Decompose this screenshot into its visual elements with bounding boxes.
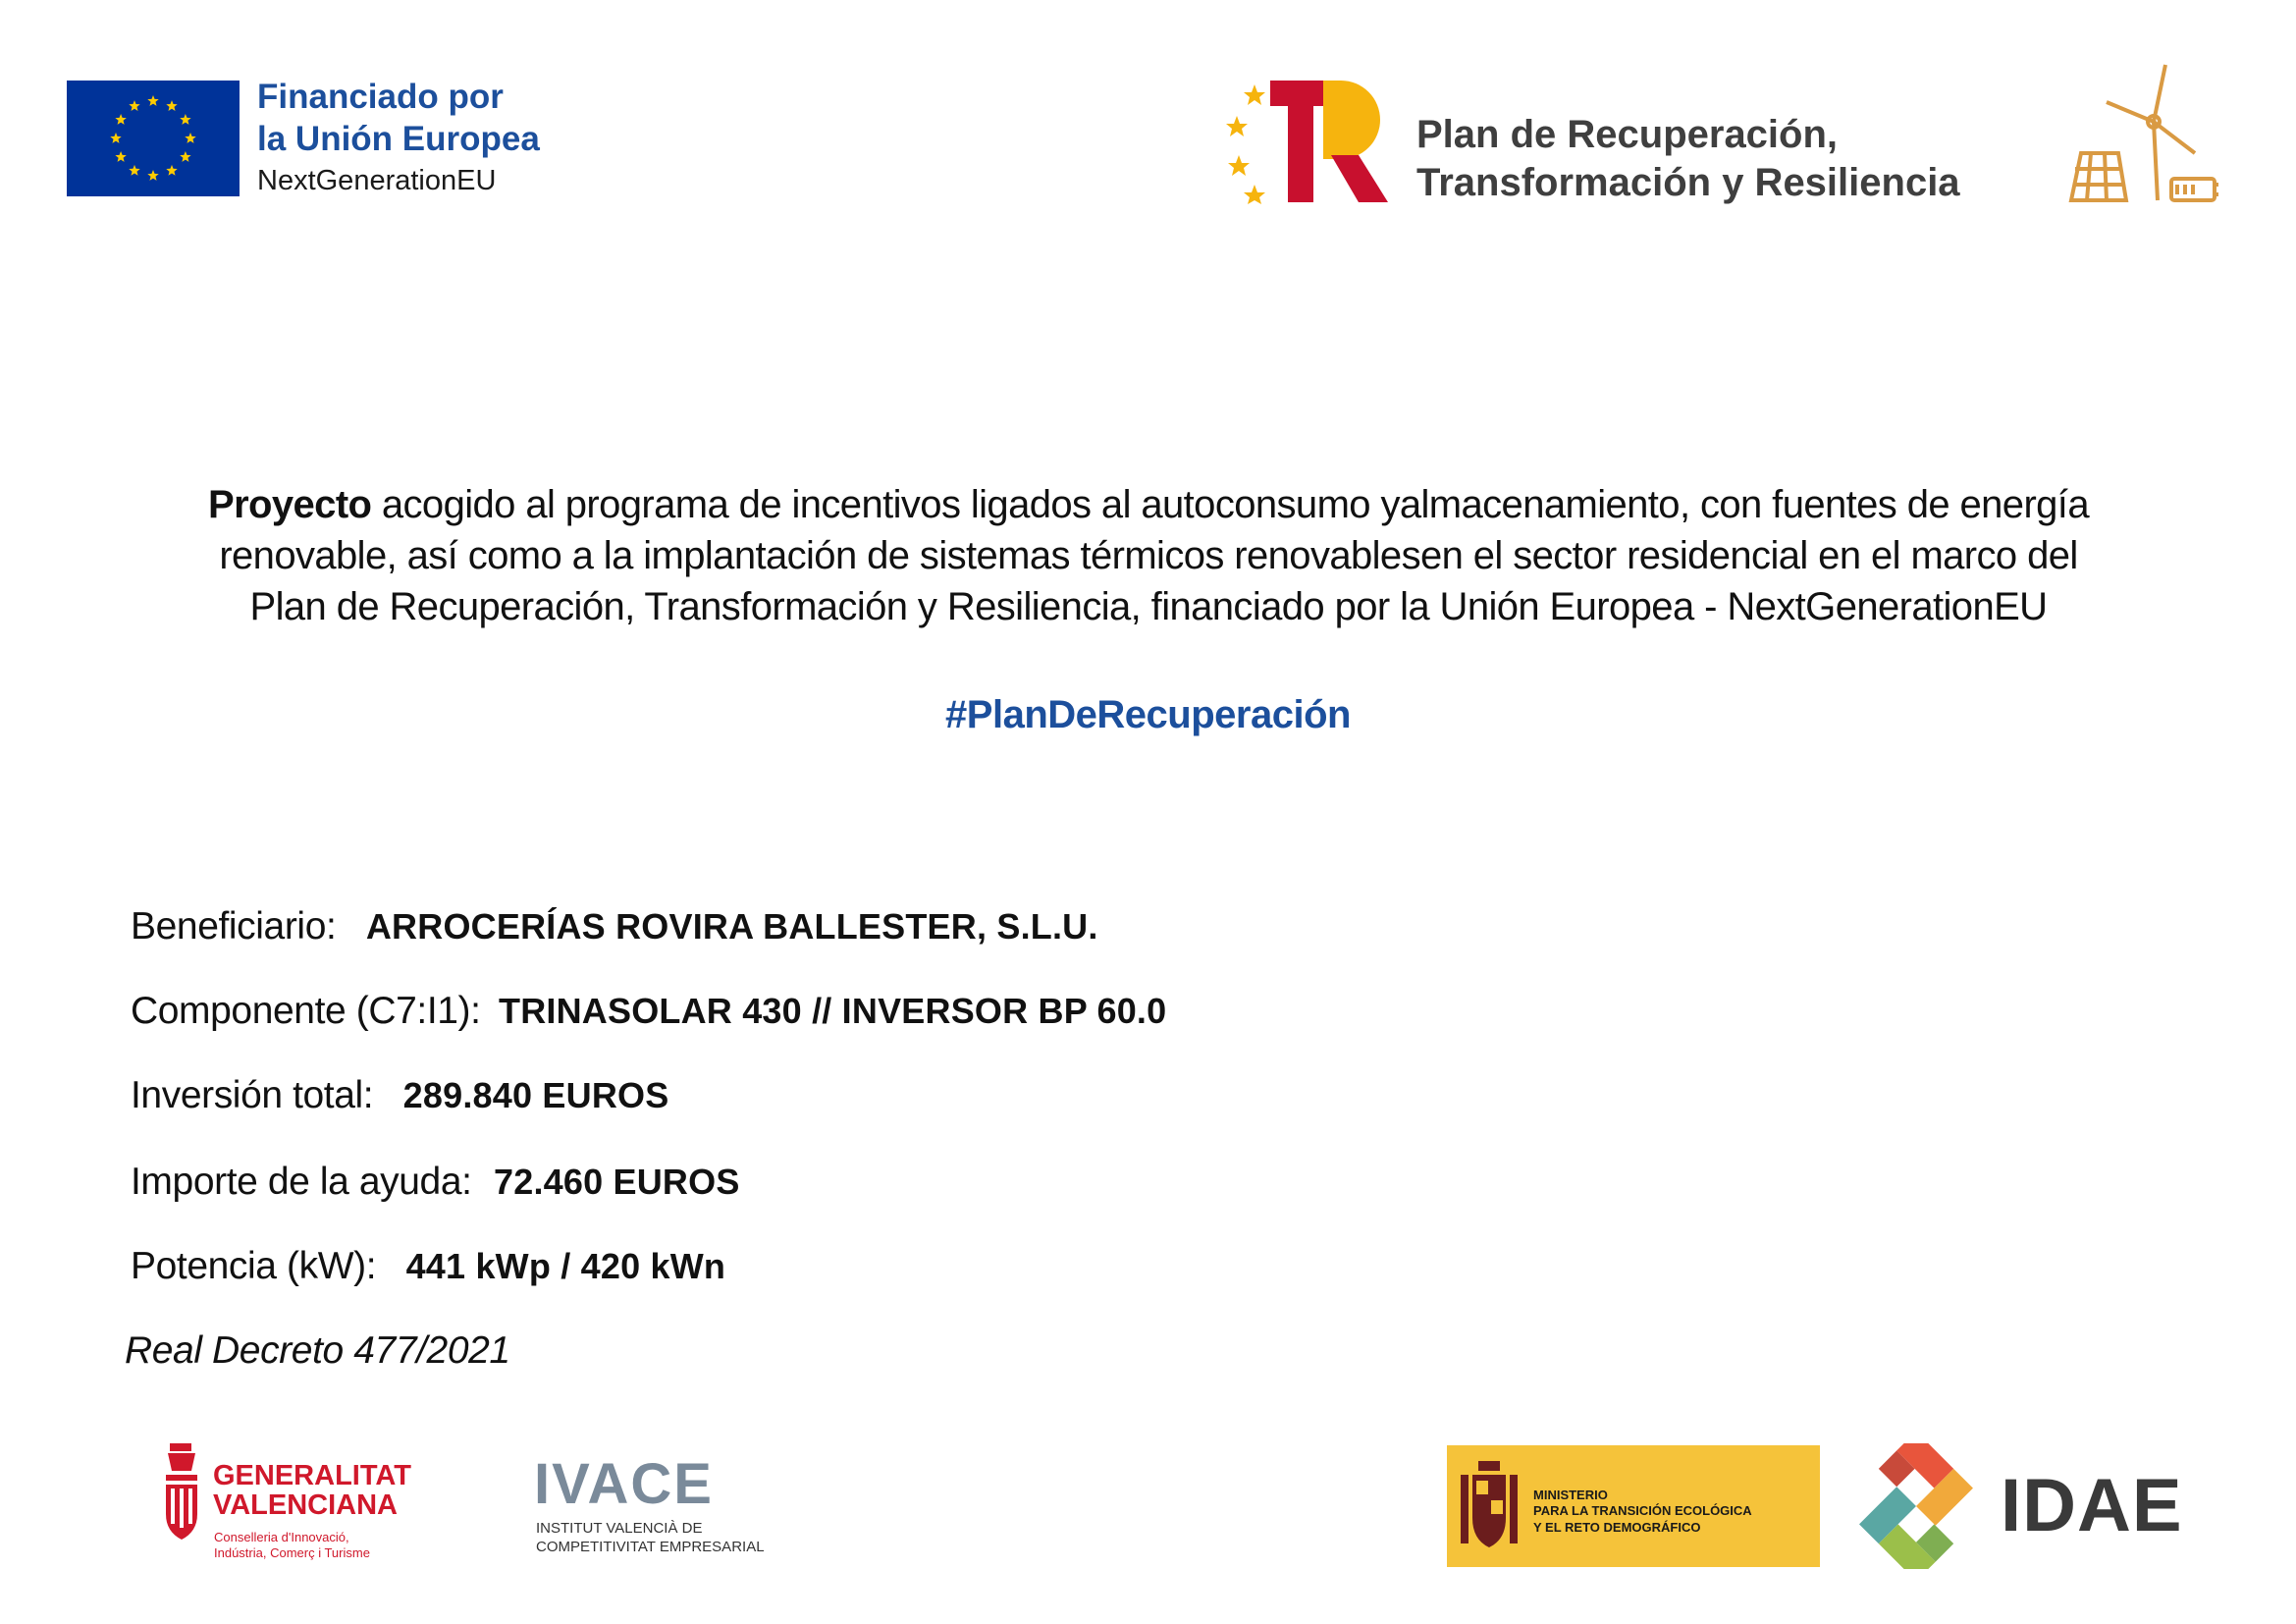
generalitat-line-1: GENERALITAT [213, 1460, 411, 1491]
ivace-sub-1: INSTITUT VALENCIÀ DE [536, 1520, 703, 1537]
ministerio-line-3: Y EL RETO DEMOGRÁFICO [1533, 1519, 1701, 1535]
componente-row [131, 990, 1166, 1033]
eu-star [147, 95, 158, 106]
importe-value: 72.460 EUROS [494, 1162, 740, 1202]
beneficiario-row [131, 905, 1098, 948]
prtr-title [1416, 111, 1960, 207]
hashtag: #PlanDeRecuperación [945, 693, 1351, 736]
spain-coat-of-arms-icon [1459, 1461, 1520, 1551]
beneficiario-value: ARROCERÍAS ROVIRA BALLESTER, S.L.U. [365, 906, 1098, 947]
project-description [98, 479, 2199, 632]
prtr-line-2: Transformación y Resiliencia [1416, 160, 1960, 204]
prtr-logo [1225, 77, 1388, 204]
generalitat-sub-2: Indústria, Comerç i Turisme [214, 1545, 370, 1561]
ivace-sub-2: COMPETITIVITAT EMPRESARIAL [536, 1538, 765, 1555]
idae-mark-icon [1853, 1443, 1979, 1569]
generalitat-sub-1: Conselleria d'Innovació, [214, 1530, 349, 1544]
ivace-logo [534, 1451, 765, 1569]
ministerio-name [1533, 1488, 1752, 1536]
ministerio-logo [1447, 1445, 1820, 1567]
description-lead: Proyecto [208, 483, 372, 526]
eu-star [129, 100, 139, 111]
eu-star [129, 165, 139, 176]
description-line-3: Plan de Recuperación, Transformación y Resiliencia, financiado por la Unión Europea - NextGenerationEU [249, 585, 2048, 628]
importe-row [131, 1161, 740, 1204]
idae-wordmark: IDAE [2001, 1464, 2183, 1547]
generalitat-valenciana-logo [162, 1443, 417, 1561]
inversion-value: 289.840 EUROS [402, 1075, 669, 1115]
componente-label: Componente (C7:I1): [131, 990, 481, 1032]
description-line-1 [98, 479, 2199, 530]
eu-star [166, 165, 177, 176]
ivace-wordmark: IVACE [534, 1452, 714, 1516]
eu-star [180, 114, 190, 125]
ministerio-line-2: PARA LA TRANSICIÓN ECOLÓGICA [1533, 1503, 1752, 1519]
generalitat-title [213, 1461, 411, 1521]
eu-star [166, 100, 177, 111]
importe-label: Importe de la ayuda: [131, 1161, 472, 1203]
wind-turbine-solar-panel-battery-icon [2067, 63, 2220, 212]
eu-flag-logo [67, 81, 240, 196]
generalitat-conselleria [214, 1530, 370, 1562]
generalitat-line-2: VALENCIANA [213, 1489, 398, 1522]
generalitat-crest-icon [162, 1443, 201, 1551]
eu-funding-text [257, 77, 540, 199]
real-decreto: Real Decreto 477/2021 [125, 1329, 510, 1372]
eu-star [115, 151, 126, 162]
potencia-value: 441 kWp / 420 kWn [405, 1246, 726, 1286]
inversion-row [131, 1074, 668, 1117]
eu-star [115, 114, 126, 125]
description-line-2: renovable, así como a la implantación de sistemas térmicos renovablesen el sector residencial en el marco del [219, 534, 2078, 577]
eu-star [185, 133, 195, 143]
inversion-label: Inversión total: [131, 1074, 374, 1116]
eu-stars-icon [67, 81, 240, 196]
prtr-stars-icon [1226, 84, 1265, 204]
eu-line-3: NextGenerationEU [257, 165, 497, 197]
prtr-line-1: Plan de Recuperación, [1416, 113, 1839, 156]
beneficiario-label: Beneficiario: [131, 905, 337, 947]
eu-star [147, 170, 158, 181]
description-line-1-text: acogido al programa de incentivos ligados al autoconsumo yalmacenamiento, con fuentes de energía [371, 483, 2089, 526]
ivace-subtitle [536, 1520, 765, 1557]
ministerio-line-1: MINISTERIO [1533, 1488, 1608, 1502]
componente-value: TRINASOLAR 430 // INVERSOR BP 60.0 [499, 991, 1167, 1031]
eu-line-1: Financiado por [257, 78, 504, 116]
potencia-row [131, 1245, 725, 1288]
idae-logo [1853, 1443, 2226, 1569]
eu-line-2: la Unión Europea [257, 119, 540, 158]
eu-star [180, 151, 190, 162]
eu-star [110, 133, 121, 143]
potencia-label: Potencia (kW): [131, 1245, 377, 1287]
